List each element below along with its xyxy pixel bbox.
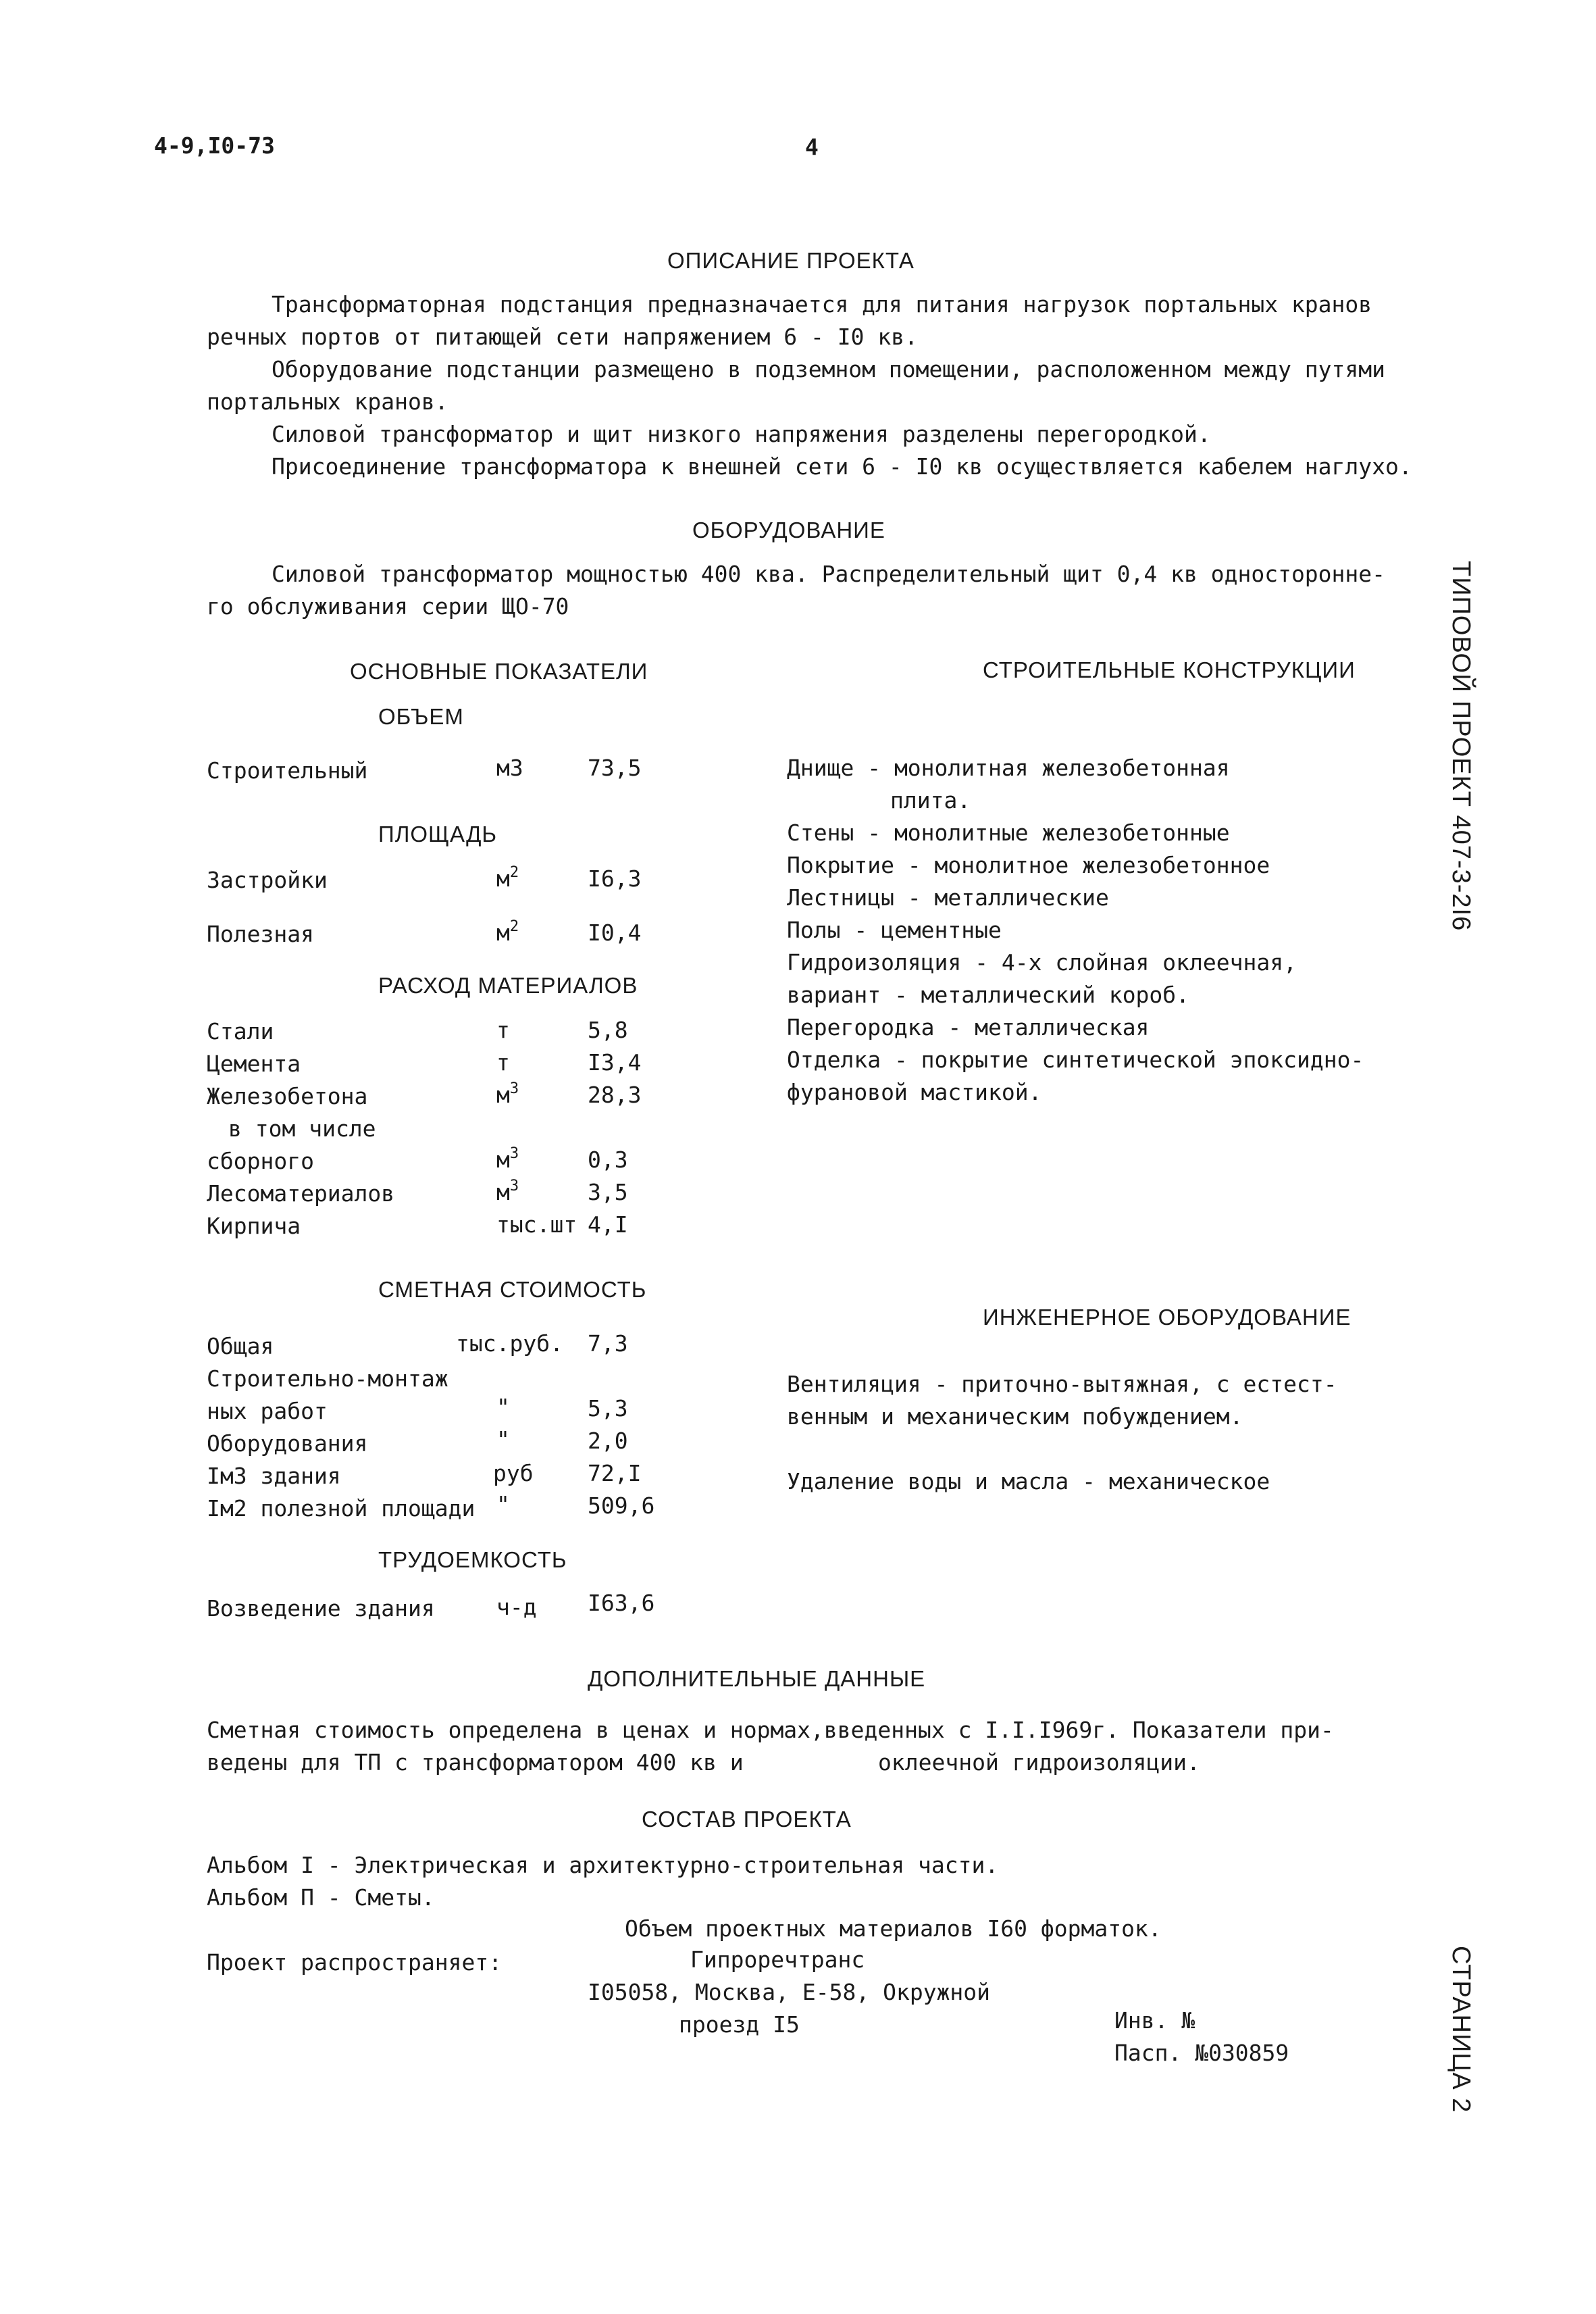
construction-line: Гидроизоляция - 4-х слойная оклеечная, — [787, 949, 1297, 976]
construction-line: Лестницы - металлические — [787, 884, 1109, 911]
row-name: Iм3 здания — [207, 1463, 341, 1489]
equipment-line: Силовой трансформатор мощностью 400 ква. Распределительный щит 0,4 кв односторонне- — [272, 561, 1386, 587]
row-name: Лесоматериалов — [207, 1180, 395, 1207]
materials-title: РАСХОД МАТЕРИАЛОВ — [378, 973, 638, 998]
additional-line: оклеечной гидроизоляции. — [878, 1749, 1200, 1776]
row-name: Железобетона — [207, 1083, 368, 1109]
row-unit: ч-д — [496, 1594, 537, 1620]
engineering-title: ИНЖЕНЕРНОЕ ОБОРУДОВАНИЕ — [983, 1305, 1352, 1330]
additional-title: ДОПОЛНИТЕЛЬНЫЕ ДАННЫЕ — [588, 1666, 926, 1691]
description-line: речных портов от питающей сети напряжением 6 - I0 кв. — [207, 324, 918, 350]
organization-address: проезд I5 — [679, 2011, 800, 2038]
area-title: ПЛОЩАДЬ — [378, 822, 498, 847]
margin-project-label: ТИПОВОЙ ПРОЕКТ 407-3-2I6 — [1447, 561, 1475, 932]
engineering-line: Удаление воды и масла - механическое — [787, 1468, 1270, 1494]
description-line: портальных кранов. — [207, 388, 448, 415]
row-unit: т — [496, 1049, 510, 1076]
row-name: Оборудования — [207, 1430, 368, 1457]
labor-title: ТРУДОЕМКОСТЬ — [378, 1547, 567, 1572]
row-name: Строительный — [207, 757, 368, 784]
row-name: ных работ — [207, 1398, 328, 1424]
row-unit: $м^3$ — [496, 1080, 519, 1108]
row-value: 7,3 — [588, 1330, 628, 1357]
row-value: 4,I — [588, 1211, 628, 1238]
equipment-line: го обслуживания серии ЩО-70 — [207, 593, 569, 620]
construction-line: Покрытие - монолитное железобетонное — [787, 852, 1270, 878]
row-unit: $м^2$ — [496, 918, 519, 946]
row-name: Стали — [207, 1018, 274, 1045]
row-unit: тыс.руб. — [456, 1330, 563, 1357]
row-value: 3,5 — [588, 1179, 628, 1205]
construction-line: Отделка - покрытие синтетической эпоксидно- — [787, 1047, 1364, 1073]
construction-title: СТРОИТЕЛЬНЫЕ КОНСТРУКЦИИ — [983, 657, 1356, 682]
row-name: Кирпича — [207, 1213, 301, 1239]
construction-line: Стены - монолитные железобетонные — [787, 820, 1230, 846]
organization-name: Гипроречтранс — [690, 1946, 865, 1973]
cost-title: СМЕТНАЯ СТОИМОСТЬ — [378, 1277, 647, 1302]
row-name: Возведение здания — [207, 1595, 435, 1621]
row-value: I6,3 — [588, 865, 642, 892]
description-line: Оборудование подстанции размещено в подземном помещении, расположенном между путями — [272, 356, 1386, 382]
row-value: I0,4 — [588, 920, 642, 946]
engineering-line: венным и механическим побуждением. — [787, 1403, 1243, 1430]
materials-volume: Объем проектных материалов I60 форматок. — [625, 1915, 1162, 1942]
construction-line: плита. — [890, 787, 971, 813]
row-unit: " — [496, 1426, 510, 1453]
row-name: сборного — [207, 1148, 314, 1174]
row-value: I3,4 — [588, 1049, 642, 1076]
engineering-line: Вентиляция - приточно-вытяжная, с естест- — [787, 1371, 1337, 1397]
row-unit: " — [496, 1394, 510, 1420]
row-name: Строительно-монтаж — [207, 1365, 448, 1392]
composition-title: СОСТАВ ПРОЕКТА — [642, 1807, 852, 1832]
row-unit: " — [496, 1491, 510, 1517]
row-value: 5,8 — [588, 1017, 628, 1043]
row-value: 509,6 — [588, 1492, 655, 1519]
row-unit: тыс.шт — [496, 1211, 577, 1238]
additional-line: ведены для ТП с трансформатором 400 кв и — [207, 1749, 744, 1776]
row-unit: $м^3$ — [496, 1178, 519, 1205]
row-value: 72,I — [588, 1460, 642, 1486]
document-code: 4-9,I0-73 — [154, 132, 275, 159]
row-value: I63,6 — [588, 1590, 655, 1616]
row-value: 73,5 — [588, 755, 642, 781]
construction-line: Перегородка - металлическая — [787, 1014, 1150, 1040]
row-value: 2,0 — [588, 1428, 628, 1454]
description-title: ОПИСАНИЕ ПРОЕКТА — [667, 248, 915, 273]
row-value: 0,3 — [588, 1147, 628, 1173]
construction-line: фурановой мастикой. — [787, 1079, 1042, 1105]
additional-line: Сметная стоимость определена в ценах и нормах,введенных с I.I.I969г. Показатели при- — [207, 1717, 1334, 1743]
album-line: Альбом I - Электрическая и архитектурно-строительная части. — [207, 1852, 999, 1878]
description-line: Силовой трансформатор и щит низкого напряжения разделены перегородкой. — [272, 421, 1211, 447]
row-name: Iм2 полезной площади — [207, 1495, 475, 1521]
description-line: Трансформаторная подстанция предназначается для питания нагрузок портальных кранов — [272, 291, 1372, 318]
equipment-title: ОБОРУДОВАНИЕ — [692, 518, 885, 543]
page-number: 4 — [805, 134, 819, 160]
construction-line: Днище - монолитная железобетонная — [787, 755, 1230, 781]
construction-line: Полы - цементные — [787, 917, 1002, 943]
indicators-title: ОСНОВНЫЕ ПОКАЗАТЕЛИ — [350, 659, 648, 684]
row-value: 5,3 — [588, 1395, 628, 1422]
row-value: 28,3 — [588, 1082, 642, 1108]
volume-title: ОБЪЕМ — [378, 704, 464, 729]
row-name: в том числе — [228, 1115, 376, 1142]
row-name: Общая — [207, 1333, 274, 1359]
construction-line: вариант - металлический короб. — [787, 982, 1190, 1008]
description-line: Присоединение трансформатора к внешней сети 6 - I0 кв осуществляется кабелем наглухо. — [272, 453, 1412, 480]
row-unit: руб — [493, 1460, 534, 1486]
margin-page-label: СТРАНИЦА 2 — [1447, 1946, 1475, 2113]
row-name: Цемента — [207, 1051, 301, 1077]
row-unit: $м^3$ — [496, 1145, 519, 1173]
distributor-label: Проект распространяет: — [207, 1949, 503, 1976]
row-unit: $м^2$ — [496, 864, 519, 892]
album-line: Альбом П - Сметы. — [207, 1884, 435, 1911]
row-name: Застройки — [207, 867, 328, 893]
row-unit: т — [496, 1017, 510, 1043]
inventory-number: Инв. № — [1114, 2007, 1195, 2034]
organization-address: I05058, Москва, Е-58, Окружной — [588, 1979, 991, 2005]
row-name: Полезная — [207, 921, 314, 947]
passport-number: Пасп. №030859 — [1114, 2040, 1289, 2066]
row-unit: м3 — [496, 755, 523, 781]
